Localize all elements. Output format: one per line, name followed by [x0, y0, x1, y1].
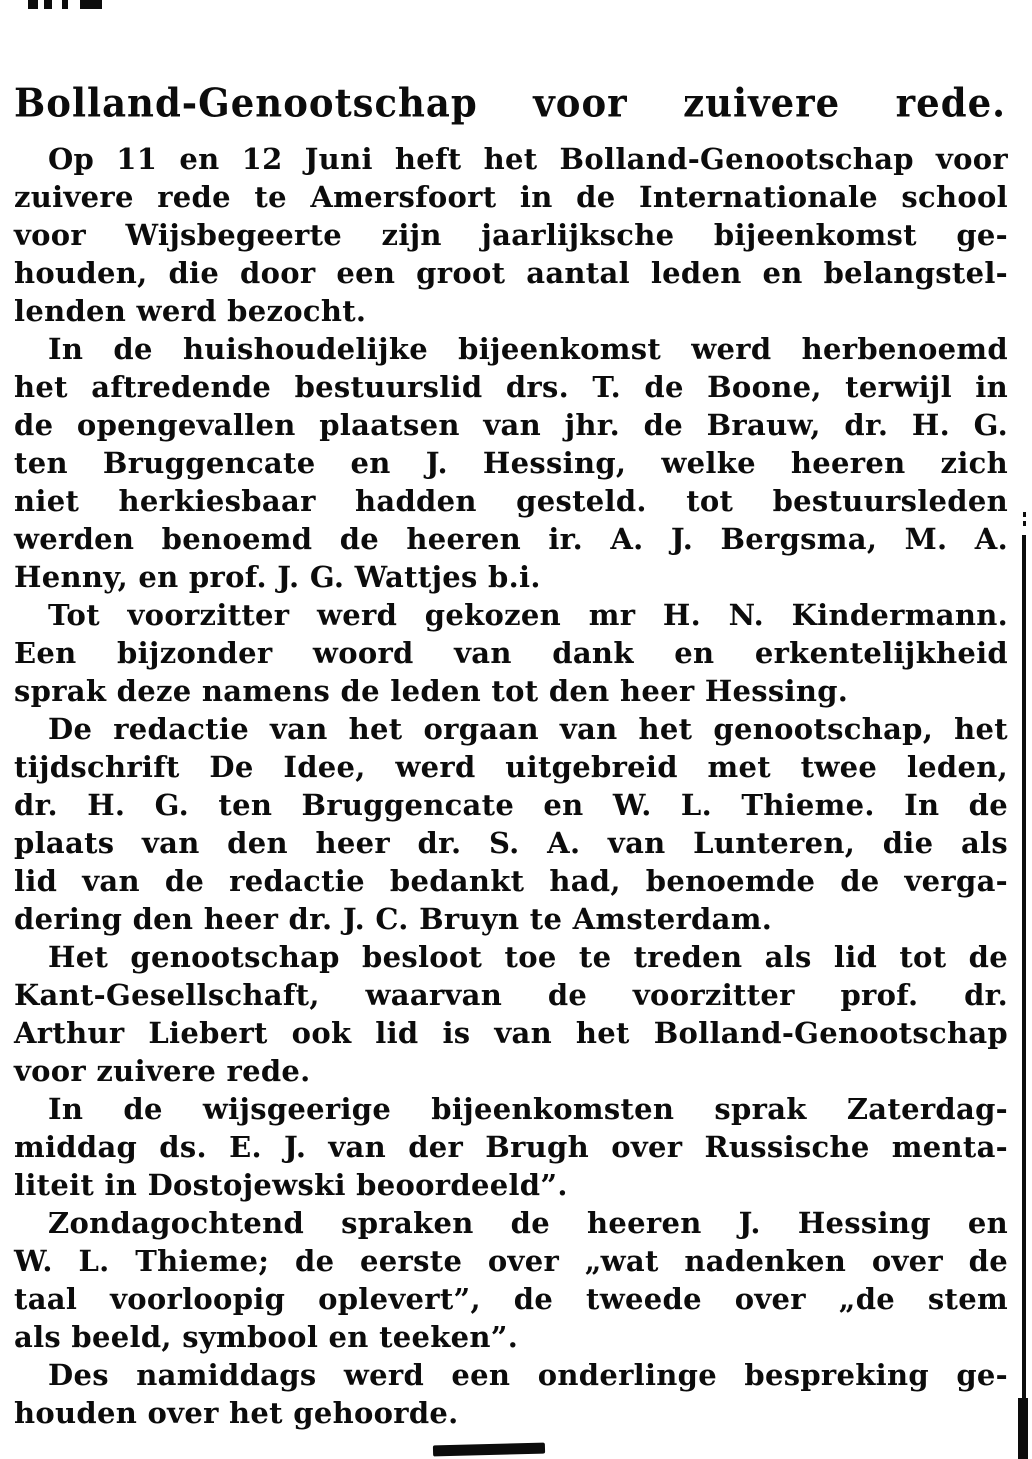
text-line: zuivere rede te Amersfoort in de Internationale school [14, 180, 1008, 214]
text-line: Des namiddags werd een onderlinge bespreking ge- [48, 1358, 1008, 1392]
text-line: de opengevallen plaatsen van jhr. de Brauw, dr. H. G. [14, 408, 1008, 442]
clipped-text-fragment [28, 0, 102, 9]
text-line: Op 11 en 12 Juni heft het Bolland-Genootschap voor [48, 142, 1008, 176]
text-line: Zondagochtend spraken de heeren J. Hessing en [48, 1206, 1008, 1240]
text-line: dr. H. G. ten Bruggencate en W. L. Thieme. In de [14, 788, 1008, 822]
column-divider-dashes [1023, 512, 1026, 530]
text-line: als beeld, symbool en teeken”. [14, 1320, 519, 1354]
article-end-rule [433, 1443, 545, 1457]
text-line: houden over het gehoorde. [14, 1396, 459, 1430]
text-line: In de wijsgeerige bijeenkomsten sprak Zaterdag- [48, 1092, 1008, 1126]
column-divider-rule [1022, 535, 1026, 1459]
text-line: voor zuivere rede. [14, 1054, 311, 1088]
text-line: sprak deze namens de leden tot den heer Hessing. [14, 674, 849, 708]
text-line: werden benoemd de heeren ir. A. J. Bergsma, M. A. [14, 522, 1008, 556]
text-line: lenden werd bezocht. [14, 294, 367, 328]
text-line: taal voorloopig oplevert”, de tweede over „de stem [14, 1282, 1008, 1316]
text-line: dering den heer dr. J. C. Bruyn te Amsterdam. [14, 902, 773, 936]
text-line: liteit in Dostojewski beoordeeld”. [14, 1168, 568, 1202]
text-line: De redactie van het orgaan van het genootschap, het [48, 712, 1008, 746]
article-headline: Bolland-Genootschap voor zuivere rede. [14, 79, 1006, 126]
text-line: houden, die door een groot aantal leden en belangstel- [14, 256, 1008, 290]
text-line: middag ds. E. J. van der Brugh over Russische menta- [14, 1130, 1008, 1164]
text-line: plaats van den heer dr. S. A. van Lunteren, die als [14, 826, 1008, 860]
text-line: Arthur Liebert ook lid is van het Bolland-Genootschap [14, 1016, 1008, 1050]
text-line: niet herkiesbaar hadden gesteld. tot bestuursleden [14, 484, 1008, 518]
text-line: ten Bruggencate en J. Hessing, welke heeren zich [14, 446, 1008, 480]
text-line: tijdschrift De Idee, werd uitgebreid met twee leden, [14, 750, 1008, 784]
text-line: Tot voorzitter werd gekozen mr H. N. Kindermann. [48, 598, 1008, 632]
text-line: het aftredende bestuurslid drs. T. de Boone, terwijl in [14, 370, 1008, 404]
text-line: lid van de redactie bedankt had, benoemde de verga- [14, 864, 1008, 898]
text-line: Kant-Gesellschaft, waarvan de voorzitter prof. dr. [14, 978, 1008, 1012]
article-body-column [14, 140, 1008, 1432]
text-line: Het genootschap besloot toe te treden als lid tot de [48, 940, 1008, 974]
text-line: Een bijzonder woord van dank en erkentelijkheid [14, 636, 1008, 670]
text-line: In de huishoudelijke bijeenkomst werd herbenoemd [48, 332, 1008, 366]
text-line: voor Wijsbegeerte zijn jaarlijksche bijeenkomst ge- [14, 218, 1008, 252]
text-line: Henny, en prof. J. G. Wattjes b.i. [14, 560, 541, 594]
column-divider-rule-thick [1018, 1398, 1028, 1459]
text-line: W. L. Thieme; de eerste over „wat nadenken over de [14, 1244, 1008, 1278]
